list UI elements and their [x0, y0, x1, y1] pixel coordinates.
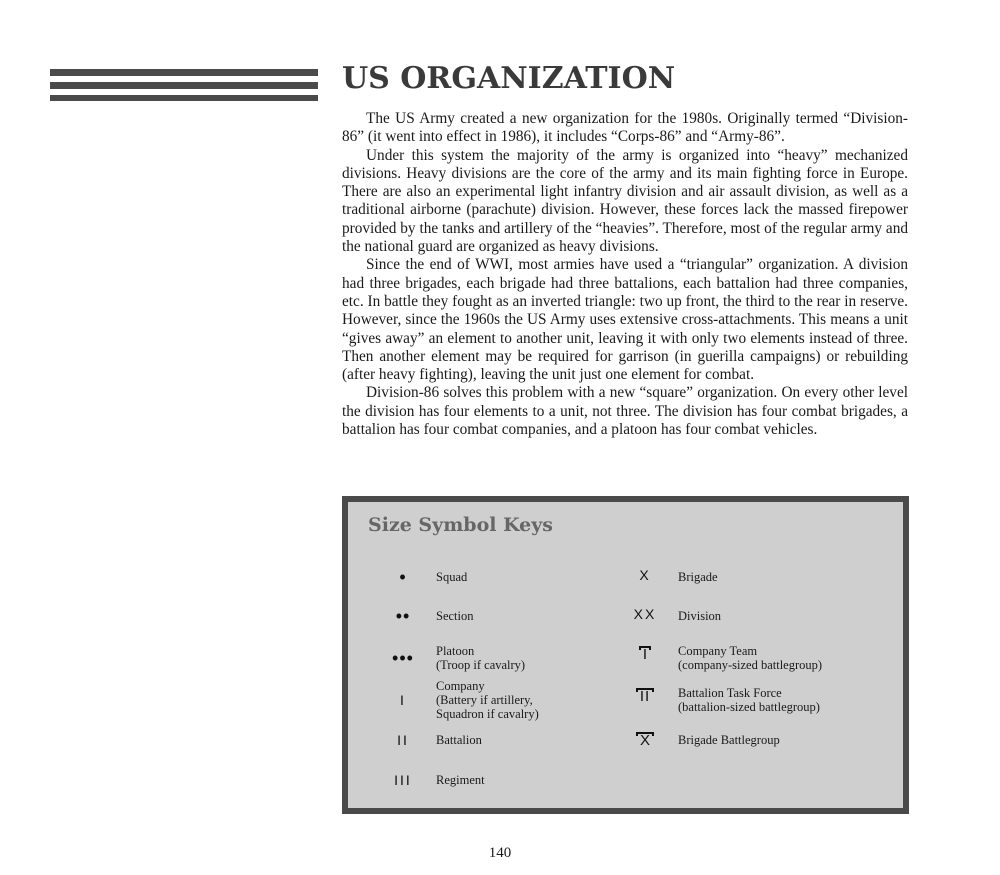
- brigade-symbol: X: [639, 567, 651, 583]
- key-label: Section: [436, 609, 474, 623]
- panel-title: Size Symbol Keys: [368, 514, 554, 536]
- platoon-symbol: •••: [392, 648, 414, 668]
- key-label: Squad: [436, 570, 468, 584]
- decorative-rule-middle: [50, 82, 318, 89]
- paragraph: Under this system the majority of the army is organized into “heavy” mechanized divisions. Heavy divisions are the core of the army and its main fighting force in Europe. There are also an experimental light infantry division and air assault division, as well as a traditional airborne (parachute) division. However, these forces lack the massed firepower provided by the tanks and artillery of the “heavies”. Therefore, most of the regular army and the national guard are organized as heavy divisions.: [342, 146, 908, 256]
- decorative-rule-top: [50, 69, 318, 76]
- brigade-battlegroup-symbol: X: [630, 732, 660, 748]
- key-label: Company Team: [678, 644, 758, 658]
- key-label: Company: [436, 679, 485, 693]
- regiment-symbol: III: [394, 772, 412, 788]
- key-label: Division: [678, 609, 722, 623]
- key-label: Battalion Task Force: [678, 686, 782, 700]
- size-symbol-keys-panel: [342, 496, 909, 814]
- key-sublabel: Squadron if cavalry): [436, 707, 539, 721]
- key-label: Brigade Battlegroup: [678, 733, 780, 747]
- battalion-symbol: II: [397, 732, 409, 748]
- page-title: US ORGANIZATION: [342, 61, 676, 96]
- key-sublabel: (company-sized battlegroup): [678, 658, 823, 672]
- page-number: 140: [488, 845, 512, 861]
- key-sublabel: (Troop if cavalry): [436, 658, 526, 672]
- section-symbol: ••: [395, 606, 411, 626]
- key-label: Battalion: [436, 733, 482, 747]
- paragraph: The US Army created a new organization for the 1980s. Originally termed “Division-86” (it went into effect in 1986), it includes “Corps-86” and “Army-86”.: [342, 110, 908, 146]
- key-label: Brigade: [678, 570, 718, 584]
- key-sublabel: (Battery if artillery,: [436, 693, 533, 707]
- paragraph: Division-86 solves this problem with a new “square” organization. On every other level the division has four elements to a unit, not three. The division has four combat brigades, a battalion has four combat companies, and a platoon has four combat vehicles.: [342, 384, 908, 439]
- company-team-symbol: I: [630, 646, 660, 662]
- division-symbol: XX: [633, 606, 657, 622]
- squad-symbol: •: [399, 567, 407, 587]
- key-sublabel: (battalion-sized battlegroup): [678, 700, 820, 714]
- company-symbol: I: [400, 692, 406, 708]
- decorative-rule-bottom: [50, 95, 318, 101]
- battalion-task-force-symbol: II: [630, 688, 660, 704]
- key-label: Regiment: [436, 773, 485, 787]
- key-label: Platoon: [436, 644, 475, 658]
- paragraph: Since the end of WWI, most armies have used a “triangular” organization. A division had three brigades, each brigade had three battalions, each battalion had three companies, etc. In battle they fought as an inverted triangle: two up front, the third to the rear in reserve. However, since the 1960s the US Army uses extensive cross-attachments. This means a unit “gives away” an element to another unit, leaving it with only two elements instead of three. Then another element may be required for garrison (in guerilla campaigns) or rebuilding (after heavy fighting), leaving the unit just one element for combat.: [342, 256, 908, 384]
- article-body: [342, 110, 908, 439]
